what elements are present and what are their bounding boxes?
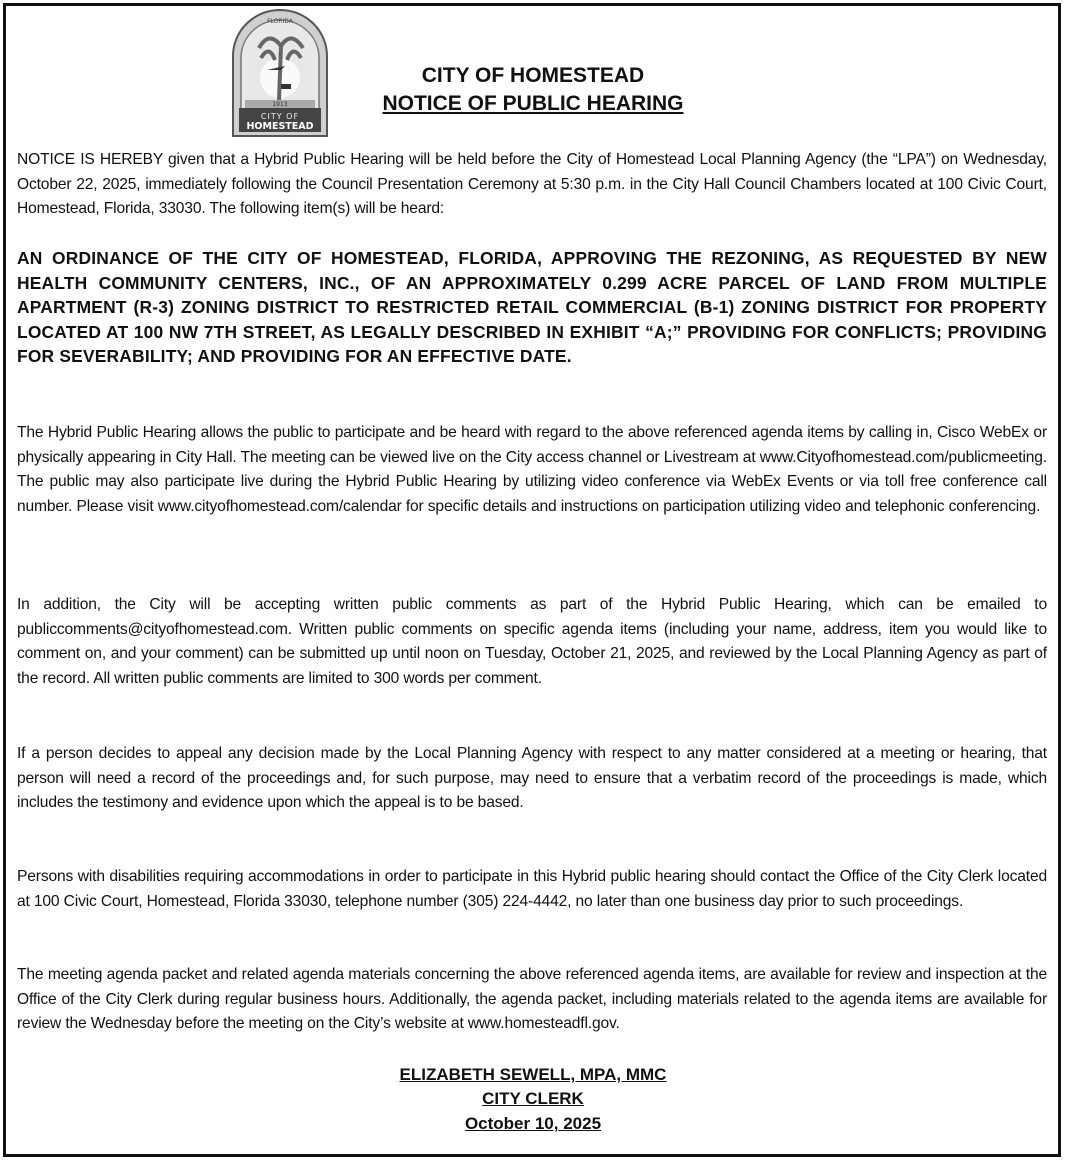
svg-text:CITY OF: CITY OF xyxy=(260,112,300,121)
svg-text:FLORIDA: FLORIDA xyxy=(267,18,293,25)
notice-date: October 10, 2025 xyxy=(464,1114,602,1133)
ordinance-title: AN ORDINANCE OF THE CITY OF HOMESTEAD, FLORIDA, APPROVING THE REZONING, AS REQUESTED BY NEW HEALTH COMMUNITY CENTERS, INC., OF AN APPROXIMATELY 0.299 ACRE PARCEL OF LAND FROM MULTIPLE APARTMENT (R-3) ZONING DISTRICT TO RESTRICTED RETAIL COMMERCIAL (B-1) ZONING DISTRICT FOR PROPERTY LOCATED AT 100 NW 7TH STREET, AS LEGALLY DESCRIBED IN EXHIBIT “A;” PROVIDING FOR CONFLICTS; PROVIDING FOR SEVERABILITY; AND PROVIDING FOR AN EFFECTIVE DATE. xyxy=(17,248,1047,367)
city-seal-logo xyxy=(231,8,329,138)
appeal-paragraph: If a person decides to appeal any decision made by the Local Planning Agency with respect to any matter considered at a meeting or hearing, that person will need a record of the proceedings and, for such purpose, may need to ensure that a verbatim record of the proceedings is made, which includes the testimony and evidence upon which the appeal is to be based. xyxy=(17,745,1047,812)
intro-paragraph: NOTICE IS HEREBY given that a Hybrid Public Hearing will be held before the City of Homestead Local Planning Agency (the “LPA”) on Wednesday, October 22, 2025, immediately following the Council Presentation Ceremony at 5:30 p.m. in the City Hall Council Chambers located at 100 Civic Court, Homestead, Florida, 33030. The following item(s) will be heard: xyxy=(17,151,1047,218)
written-comments-paragraph: In addition, the City will be accepting written public comments as part of the Hybrid Public Hearing, which can be emailed to publiccomments@cityofhomestead.com. Written public comments on specific agenda items (including your name, address, item you would like to comment on, and your comment) can be submitted up until noon on Tuesday, October 21, 2025, and reviewed by the Local Planning Agency as part of the record. All written public comments are limited to 300 words per comment. xyxy=(17,596,1047,687)
city-title: CITY OF HOMESTEAD xyxy=(421,64,645,87)
hybrid-hearing-paragraph: The Hybrid Public Hearing allows the public to participate and be heard with regard to the above referenced agenda items by calling in, Cisco WebEx or physically appearing in City Hall. The meeting can be viewed live on the City access channel or Livestream at www.Cityofhomestead.com/publicmeeting. The public may also participate live during the Hybrid Public Hearing by utilizing video conference via WebEx Events or via toll free conference call number. Please visit www.cityofhomestead.com/calendar for specific details and instructions on participation utilizing video and telephonic conferencing. xyxy=(17,424,1047,515)
signatory-title: CITY CLERK xyxy=(482,1089,584,1108)
disabilities-paragraph: Persons with disabilities requiring accommodations in order to participate in this Hybrid public hearing should contact the Office of the City Clerk located at 100 Civic Court, Homestead, Florida 33030, telephone number (305) 224-4442, no later than one business day prior to such proceedings. xyxy=(17,868,1047,910)
svg-text:HOMESTEAD: HOMESTEAD xyxy=(246,121,314,132)
agenda-paragraph: The meeting agenda packet and related agenda materials concerning the above referenced agenda items, are available for review and inspection at the Office of the City Clerk during regular business hours. Additionally, the agenda packet, including materials related to the agenda items are available for review the Wednesday before the meeting on the City’s website at www.homesteadfl.gov. xyxy=(17,966,1047,1033)
signatory-name: ELIZABETH SEWELL, MPA, MMC xyxy=(399,1065,667,1084)
svg-text:1913: 1913 xyxy=(272,101,288,108)
notice-heading: NOTICE OF PUBLIC HEARING xyxy=(382,92,684,115)
